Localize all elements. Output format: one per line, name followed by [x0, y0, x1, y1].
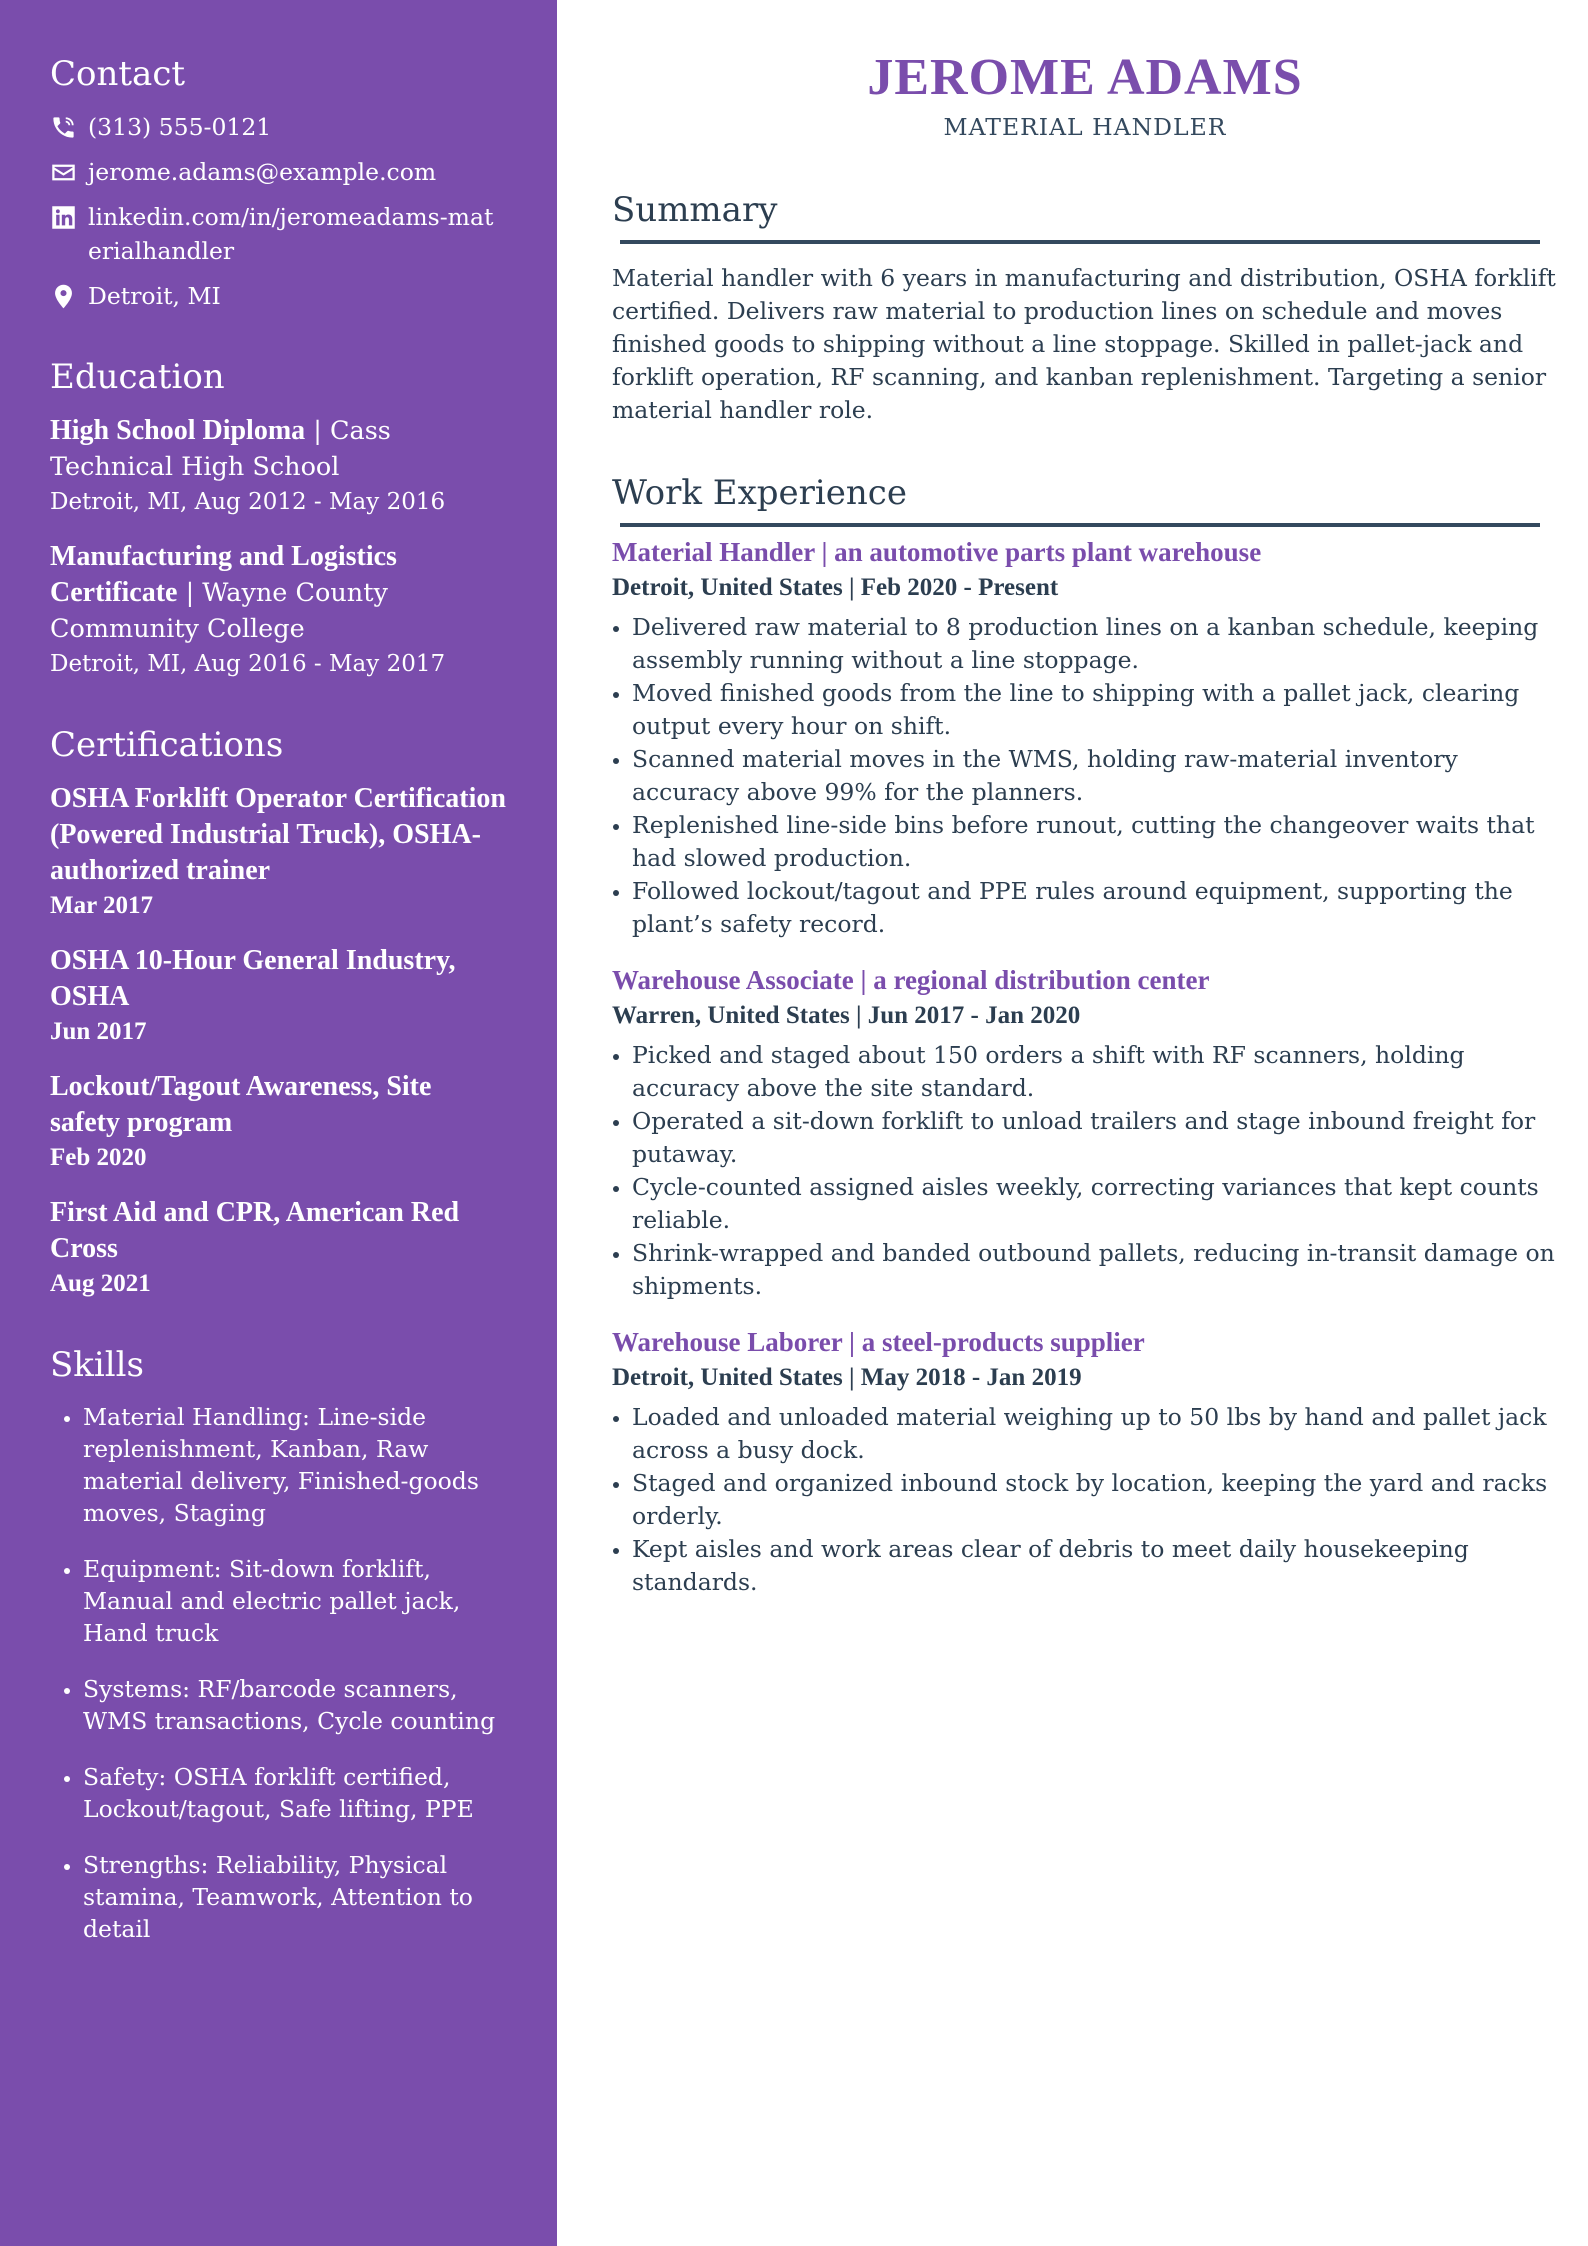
spacer [50, 1321, 507, 1343]
job-bullet: • Operated a sit-down forklift to unload trailers and stage inbound freight for putaway. [632, 1105, 1558, 1171]
contact-heading: Contact [50, 54, 186, 94]
experience-heading: Work Experience [612, 473, 907, 513]
summary-section [612, 188, 1558, 427]
job-bullet: • Kept aisles and work areas clear of debris to meet daily housekeeping standards. [632, 1533, 1558, 1599]
job-entry [612, 1323, 1558, 1599]
certifications-heading: Certifications [50, 725, 284, 765]
email-icon [50, 155, 88, 189]
certification-name: OSHA 10-Hour General Industry, OSHA [50, 945, 456, 1012]
job-entry [612, 961, 1558, 1303]
education-item [50, 413, 507, 519]
candidate-name: JEROME ADAMS [867, 49, 1303, 106]
certification-item [50, 943, 507, 1049]
job-meta: Detroit, United States | May 2018 - Jan 2019 [612, 1364, 1082, 1391]
job-bullet: • Shrink-wrapped and banded outbound pallets, reducing in-transit damage on shipments. [632, 1237, 1558, 1303]
degree: High School Diploma [50, 415, 306, 446]
certification-date: Feb 2020 [50, 1144, 147, 1171]
degree: Manufacturing and Logistics Certificate [50, 541, 397, 608]
skills-heading: Skills [50, 1345, 144, 1385]
location-text: Detroit, MI [88, 282, 221, 310]
separator: | [313, 416, 330, 446]
school: Cass Technical High School [50, 416, 391, 482]
education-heading: Education [50, 357, 225, 397]
job-bullet: • Cycle-counted assigned aisles weekly, correcting variances that kept counts reliable. [632, 1171, 1558, 1237]
job-title: Warehouse Associate | a regional distribution center [612, 965, 1210, 995]
certification-date: Mar 2017 [50, 892, 153, 919]
job-title: Warehouse Laborer | a steel-products supplier [612, 1327, 1145, 1357]
main-content [612, 46, 1558, 1619]
job-meta: Detroit, United States | Feb 2020 - Present [612, 574, 1059, 601]
education-meta: Detroit, MI, Aug 2012 - May 2016 [50, 489, 446, 515]
skill-item: • Strengths: Reliability, Physical stamina, Teamwork, Attention to detail [83, 1849, 507, 1945]
skill-item: • Equipment: Sit-down forklift, Manual and electric pallet jack, Hand truck [83, 1553, 507, 1649]
certification-name: OSHA Forklift Operator Certification (Powered Industrial Truck), OSHA-authorized trainer [50, 783, 506, 886]
certification-date: Aug 2021 [50, 1270, 151, 1297]
section-divider [620, 523, 1540, 527]
job-meta: Warren, United States | Jun 2017 - Jan 2020 [612, 1002, 1081, 1029]
job-bullet: • Followed lockout/tagout and PPE rules around equipment, supporting the plant’s safety record. [632, 875, 1558, 941]
skill-item: • Systems: RF/barcode scanners, WMS transactions, Cycle counting [83, 1673, 507, 1737]
certification-name: Lockout/Tagout Awareness, Site safety program [50, 1071, 432, 1138]
section-divider [620, 240, 1540, 244]
job-bullet: • Loaded and unloaded material weighing up to 50 lbs by hand and pallet jack across a busy dock. [632, 1401, 1558, 1467]
certifications-section [50, 723, 507, 1301]
contact-section [50, 52, 507, 313]
sidebar [0, 0, 557, 2246]
job-bullet: • Delivered raw material to 8 production lines on a kanban schedule, keeping assembly running without a line stoppage. [632, 611, 1558, 677]
job-entry [612, 533, 1558, 941]
contact-phone [50, 110, 507, 144]
skills-section [50, 1343, 507, 1945]
education-item [50, 539, 507, 681]
linkedin-text[interactable]: linkedin.com/in/jeromeadams-materialhandler [88, 203, 494, 265]
experience-section [612, 471, 1558, 1599]
job-bullet: • Scanned material moves in the WMS, holding raw-material inventory accuracy above 99% for the planners. [632, 743, 1558, 809]
job-bullets [612, 611, 1558, 941]
education-section [50, 355, 507, 681]
skill-item: • Material Handling: Line-side replenishment, Kanban, Raw material delivery, Finished-goods moves, Staging [83, 1401, 507, 1529]
certification-item [50, 781, 507, 923]
job-bullet: • Picked and staged about 150 orders a shift with RF scanners, holding accuracy above the site standard. [632, 1039, 1558, 1105]
location-pin-icon [50, 279, 88, 313]
job-bullets [612, 1039, 1558, 1303]
contact-location [50, 279, 507, 313]
job-title-header: MATERIAL HANDLER [943, 113, 1227, 141]
linkedin-icon [50, 200, 88, 234]
separator: | [185, 578, 203, 608]
certification-item [50, 1195, 507, 1301]
contact-list [50, 110, 507, 313]
skills-list [50, 1401, 507, 1945]
phone-icon [50, 110, 88, 144]
education-meta: Detroit, MI, Aug 2016 - May 2017 [50, 651, 446, 677]
school: Wayne County Community College [50, 578, 388, 644]
skill-item: • Safety: OSHA forklift certified, Lockout/tagout, Safe lifting, PPE [83, 1761, 507, 1825]
summary-text: Material handler with 6 years in manufacturing and distribution, OSHA forklift certified. Delivers raw material to production lines on schedule and moves finished goods to shipping without a line stoppage. Skilled in pallet-jack and forklift operation, RF scanning, and kanban replenishment. Targeting a senior material handler role. [612, 264, 1556, 424]
phone-text[interactable]: (313) 555-0121 [88, 113, 272, 141]
job-bullet: • Staged and organized inbound stock by location, keeping the yard and racks orderly. [632, 1467, 1558, 1533]
job-bullet: • Moved finished goods from the line to shipping with a pallet jack, clearing output every hour on shift. [632, 677, 1558, 743]
certification-item [50, 1069, 507, 1175]
contact-linkedin [50, 200, 507, 268]
job-title: Material Handler | an automotive parts plant warehouse [612, 537, 1262, 567]
job-bullets [612, 1401, 1558, 1599]
job-bullet: • Replenished line-side bins before runout, cutting the changeover waits that had slowed production. [632, 809, 1558, 875]
certification-date: Jun 2017 [50, 1018, 147, 1045]
certification-name: First Aid and CPR, American Red Cross [50, 1197, 460, 1264]
email-text[interactable]: jerome.adams@example.com [88, 158, 437, 186]
spacer [50, 701, 507, 723]
summary-heading: Summary [612, 190, 778, 230]
contact-email [50, 155, 507, 189]
